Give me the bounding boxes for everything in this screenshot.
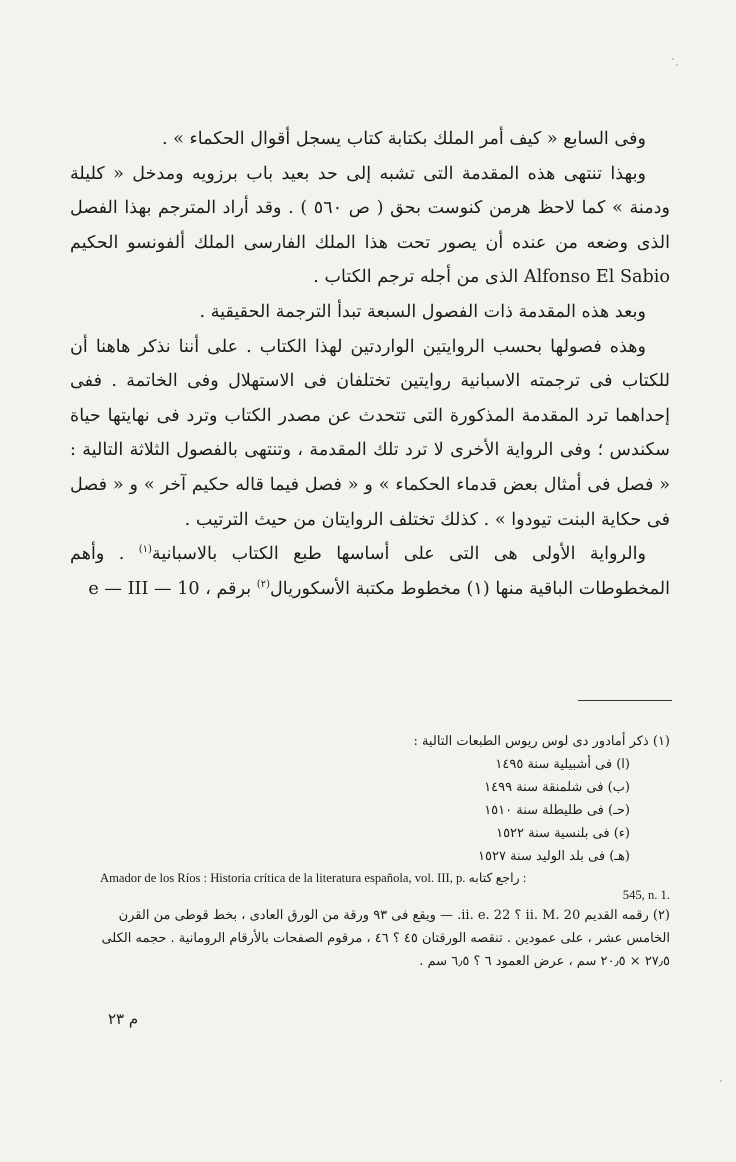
- paper-speck: [672, 58, 674, 60]
- footnote-1-item: (ا) فى أشبيلية سنة ١٤٩٥: [495, 757, 630, 772]
- footnote-1-reference-page: 545, n. 1.: [622, 888, 670, 902]
- footnote-divider: [578, 700, 672, 701]
- paragraph-1: وفى السابع « كيف أمر الملك بكتابة كتاب يسجل أقوال الحكماء » .: [161, 129, 646, 149]
- footnote-1-head: (١) ذكر أمادور دى لوس ريوس الطبعات التالية :: [413, 734, 670, 749]
- paragraph-2: [70, 157, 670, 295]
- paragraph-4: وهذه فصولها بحسب الروايتين الواردتين لهذا الكتاب . على أننا نذكر هاهنا أن للكتاب فى ترجمته الاسبانية روايتين تختلفان فى الاستهلال وفى الخاتمة . ففى إحداهما ترد المقدمة المذكورة التى تتحدث عن مصدر الكتاب وترد فى نهايتها حياة سكندس ؛ وفى الرواية الأخرى لا ترد تلك المقدمة ، وتنتهى بالفصول الثلاثة التالية : « فصل فى أمثال بعض قدماء الحكماء » و « فصل فيما قاله حكيم آخر » و « فصل فى حكاية البنت تيودوا » . كذلك تختلف الروايتان من حيث الترتيب .: [70, 336, 670, 530]
- footnote-1-reference-arabic: راجع كتابه :: [468, 871, 527, 885]
- paper-speck: [676, 64, 678, 66]
- paragraph-5-mid: . وأهم المخطوطات الباقية منها (١) مخطوط مكتبة الأسكوريال: [70, 544, 670, 599]
- paper-speck: [720, 1080, 722, 1082]
- paragraph-2-end: الذى من أجله ترجم الكتاب .: [313, 267, 519, 288]
- paragraph-2-latin: Alfonso El Sabio: [523, 267, 670, 288]
- paragraph-5-latin: e — III — 10 ،: [88, 578, 211, 599]
- paragraph-5-text: والرواية الأولى هى التى على أساسها طبع الكتاب بالاسبانية: [151, 544, 647, 565]
- footnote-ref-2: (٢): [256, 578, 270, 590]
- page-number: م ٢٣: [108, 1010, 139, 1028]
- footnote-1-item: (حـ) فى طليطلة سنة ١٥١٠: [484, 803, 630, 818]
- paragraph-2-text: وبهذا تنتهى هذه المقدمة التى تشبه إلى حد بعيد باب برزويه ومدخل « كليلة ودمنة » كما لاحظ هرمن كنوست بحق ( ص ٥٦٠ ) . وقد أراد المترجم بهذا الفصل الذى وضعه من عنده أن يصور تحت هذا الملك الفارسى الملك ألفونسو الحكيم: [70, 163, 670, 253]
- main-text: [70, 122, 670, 606]
- footnote-1-item: (ب) فى شلمنقة سنة ١٤٩٩: [484, 780, 630, 795]
- footnote-1-reference: [100, 870, 670, 887]
- paragraph-5-end: برقم: [216, 578, 252, 599]
- footnote-2: (٢) رقمه القديم ii. M. 20 ؟ ii. e. 22. — ويقع فى ٩٣ ورقة من الورق العادى ، بخط قوطى من القرن الخامس عشر ، على عمودين . تنقصه الورقتان ٤٥ ؟ ٤٦ ، مرقوم الصفحات بالأرقام الرومانية . حجمه الكلى ٢٧٫٥ × ٢٠٫٥ سم ، عرض العمود ٦ ؟ ٦٫٥ سم .: [101, 908, 670, 969]
- footnote-1-reference-latin: Amador de los Ríos : Historia crítica de la literatura española, vol. III, p.: [100, 871, 466, 885]
- footnotes: [100, 730, 670, 973]
- footnote-1-item: (ء) فى بلنسية سنة ١٥٢٢: [496, 826, 630, 841]
- paragraph-5: [70, 537, 670, 606]
- paragraph-3: وبعد هذه المقدمة ذات الفصول السبعة تبدأ الترجمة الحقيقية .: [199, 301, 646, 322]
- footnote-1-item: (هـ) فى بلد الوليد سنة ١٥٢٧: [478, 849, 630, 864]
- footnote-ref-1: (١): [138, 544, 152, 556]
